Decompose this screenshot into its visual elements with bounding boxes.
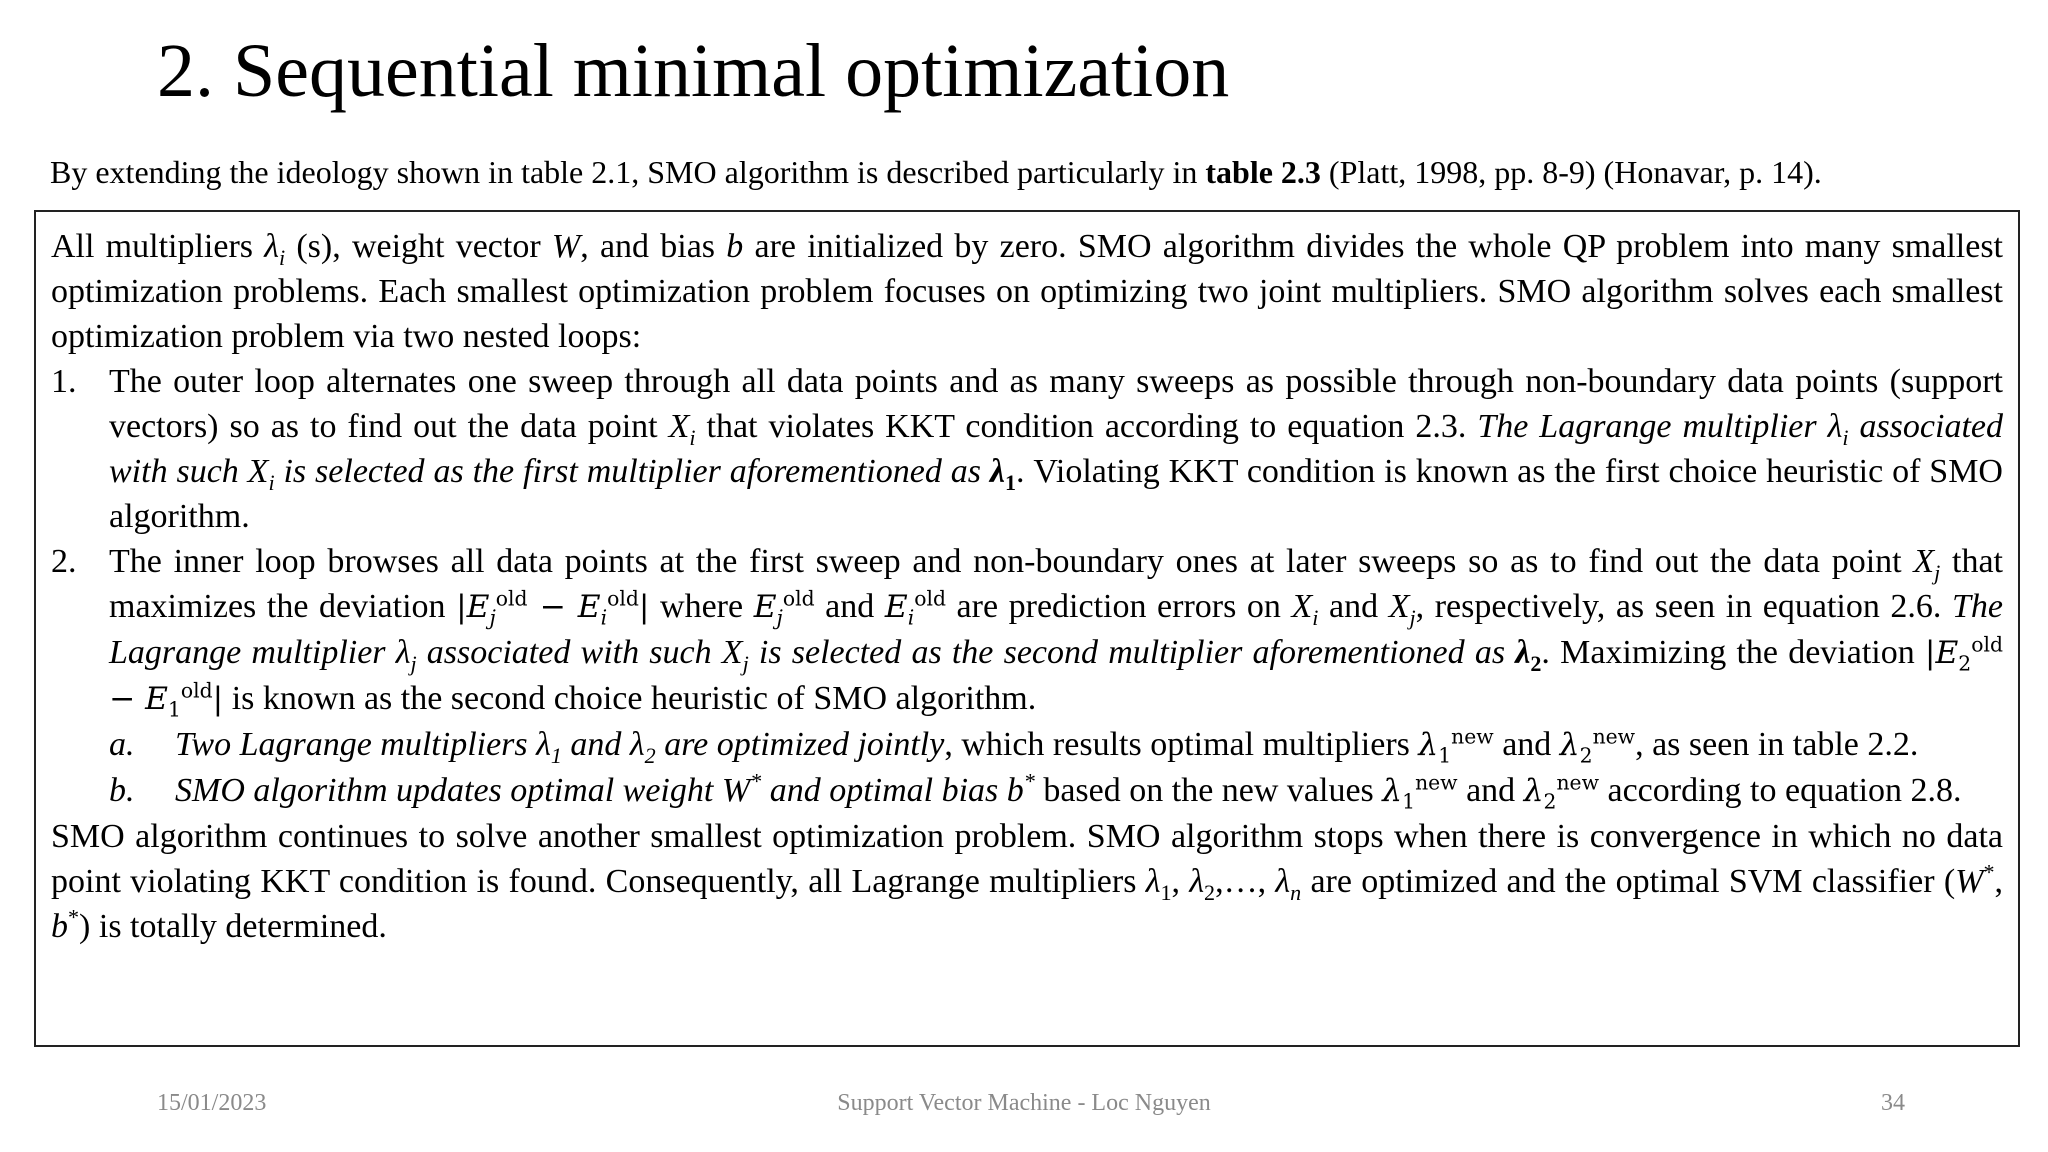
footer-date: 15/01/2023 — [157, 1090, 267, 1116]
sub-step-b — [109, 768, 2003, 814]
step-number: 1. — [51, 363, 77, 400]
loop-step-1 — [51, 359, 2003, 539]
sub-step-letter: b. — [109, 772, 135, 809]
box-closing-paragraph: SMO algorithm continues to solve another smallest optimization problem. SMO algorithm stops when there is convergence in which no data point violating KKT condition is found. Consequently, all Lagrange multipliers $\lambda_1$, $\lambda_2,\dots$, $\lambda_n$ are optimized and the optimal SVM classifier (W*, b*) is totally determined. — [51, 818, 2004, 945]
box-intro-paragraph: All multipliers $\lambda_i$ (s), weight vector W, and bias b are initialized by zero. SMO algorithm divides the whole QP problem into many smallest optimization problems. Each smallest optimization problem focuses on optimizing two joint multipliers. SMO algorithm solves each smallest optimization problem via two nested loops: — [51, 228, 2004, 355]
footer-title: Support Vector Machine - Loc Nguyen — [837, 1090, 1211, 1116]
sub-step-text: Two Lagrange multipliers $\lambda_1$ and $\lambda_2$ are optimized jointly, which results optimal multipliers $\lambda_1^{new}$ and $\lambda_2^{new}$, as seen in table 2.2. — [175, 724, 1919, 768]
slide-title: 2. Sequential minimal optimization — [157, 29, 1230, 113]
sub-step-letter: a. — [109, 726, 135, 763]
step-text: The inner loop browses all data points at the first sweep and non-boundary ones at later sweeps so as to find out the data point $X_j$ that maximizes the deviation $|E_j^{old} - E_i^{old}|$ where $E_j^{old}$ and $E_i^{old}$ are prediction errors on $X_i$ and $X_j$, respectively, as seen in equation 2.6. The Lagrange multiplier $\lambda_j$ associated with such $X_j$ is selected as the second multiplier aforementioned as $\lambda_2$. Maximizing the deviation $|E_2^{old} - E_1^{old}|$ is known as the second choice heuristic of SMO algorithm. — [109, 543, 2004, 722]
intro-bold-ref: table 2.3 — [1205, 154, 1321, 190]
footer-page-number: 34 — [1881, 1090, 1905, 1116]
sub-step-a — [109, 722, 2003, 768]
sub-step-text: SMO algorithm updates optimal weight W* and optimal bias b* based on the new values $\lambda_1^{new}$ and $\lambda_2^{new}$ according to equation 2.8. — [175, 768, 1962, 814]
algorithm-box — [34, 210, 2020, 1047]
intro-prefix: By extending the ideology shown in table 2.1, SMO algorithm is described particularly in — [50, 154, 1206, 190]
intro-suffix: (Platt, 1998, pp. 8-9) (Honavar, p. 14). — [1320, 154, 1822, 190]
loop-step-2 — [51, 539, 2003, 722]
step-text: The outer loop alternates one sweep through all data points and as many sweeps as possible through non-boundary data points (support vectors) so as to find out the data point $X_i$ that violates KKT condition according to equation 2.3. The Lagrange multiplier $\lambda_i$ associated with such $X_i$ is selected as the first multiplier aforementioned as $\lambda_1$. Violating KKT condition is known as the first choice heuristic of SMO algorithm. — [109, 363, 2003, 535]
intro-text — [50, 152, 2010, 192]
step-number: 2. — [51, 543, 77, 580]
